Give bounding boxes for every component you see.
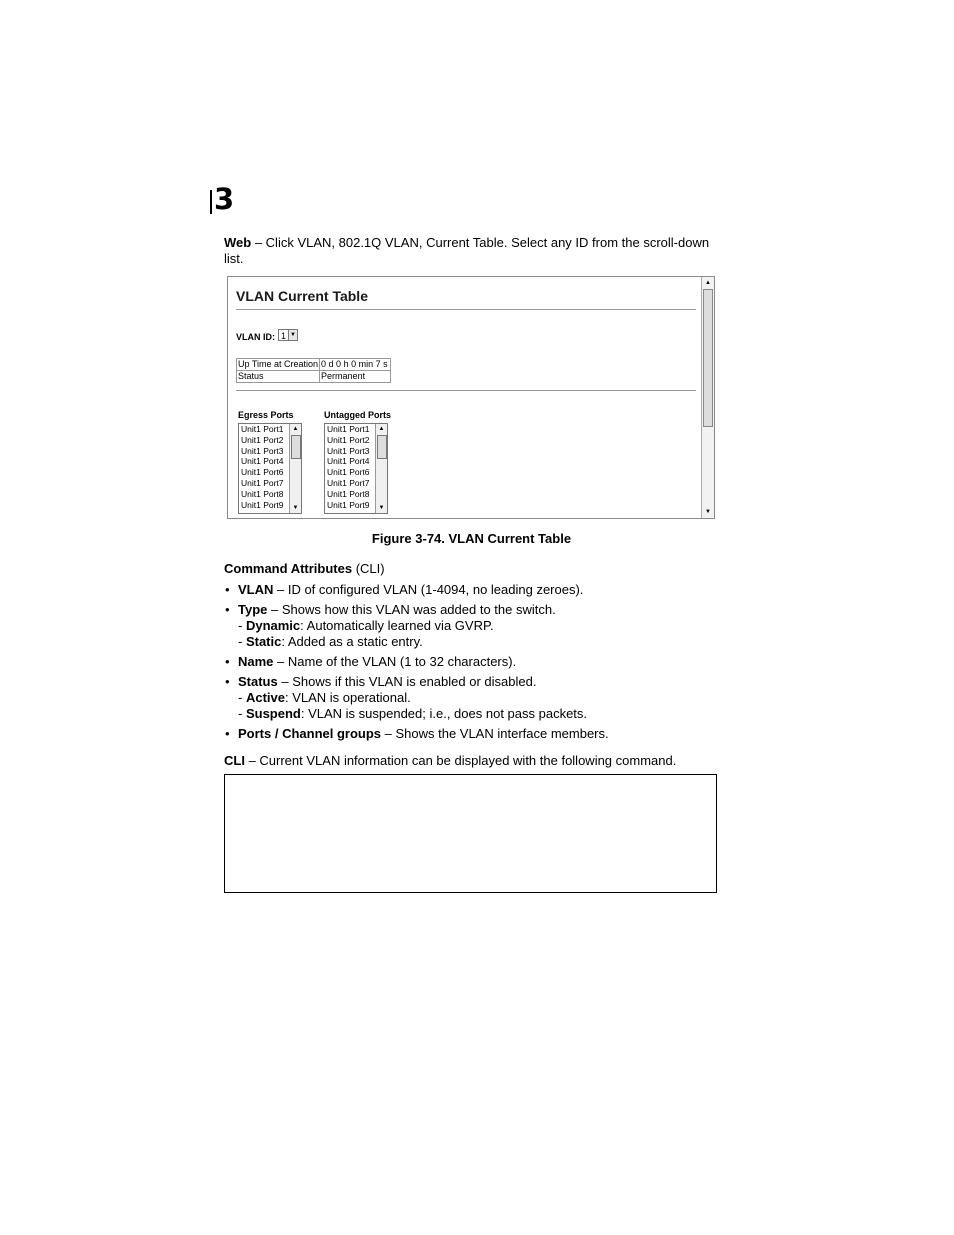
scroll-down-icon[interactable]: ▼ (292, 505, 299, 511)
list-item[interactable]: Unit1 Port2 (241, 434, 284, 445)
list-item[interactable]: Unit1 Port3 (241, 445, 284, 456)
page-scrollbar[interactable] (701, 277, 714, 518)
list-item[interactable]: Unit1 Port7 (327, 477, 370, 488)
table-row (237, 359, 391, 371)
scroll-up-icon[interactable]: ▲ (705, 280, 711, 286)
scroll-down-icon[interactable]: ▼ (378, 505, 385, 511)
list-item (224, 602, 719, 650)
list-item[interactable]: Unit1 Port9 (327, 499, 370, 510)
attr-term: Status (238, 674, 278, 689)
cli-command-box (224, 774, 717, 893)
sub-term: Dynamic (245, 618, 301, 633)
vlan-id-select[interactable] (278, 329, 298, 341)
attr-text: – Shows how this VLAN was added to the switch. (267, 602, 556, 617)
bullet-icon: • (225, 582, 230, 597)
sub-term: Active (245, 690, 285, 705)
list-item[interactable]: Unit1 Port9 (241, 499, 284, 510)
bullet-icon: • (225, 602, 230, 617)
list-item (224, 582, 719, 598)
sub-text: : Automatically learned via GVRP. (300, 618, 494, 633)
attr-heading-bold: Command Attributes (224, 561, 353, 576)
figure-caption: Figure 3-74. VLAN Current Table (371, 531, 572, 546)
list-item (224, 726, 719, 742)
sub-text: : Added as a static entry. (281, 634, 423, 649)
cli-text: – Current VLAN information can be displayed with the following command. (244, 753, 677, 768)
bullet-icon: • (225, 726, 230, 741)
chapter-digit: 3 (214, 182, 235, 216)
info-key: Status (237, 371, 320, 383)
command-attributes-heading (224, 561, 385, 576)
attr-text: – Name of the VLAN (1 to 32 characters). (273, 654, 517, 669)
attr-term: Ports / Channel groups (238, 726, 382, 741)
info-key: Up Time at Creation (238, 359, 319, 369)
info-value: 0 d 0 h 0 min 7 s (320, 359, 391, 371)
attr-term: Name (238, 654, 274, 669)
list-item[interactable]: Unit1 Port6 (241, 467, 284, 478)
sub-dash: - (238, 690, 246, 705)
list-item[interactable]: Unit1 Port4 (241, 456, 284, 467)
info-value: Permanent (320, 371, 391, 383)
title-divider (236, 309, 696, 310)
list-item (224, 674, 719, 722)
attr-text: – ID of configured VLAN (1-4094, no leading zeroes). (273, 582, 584, 597)
attr-text: – Shows if this VLAN is enabled or disabled. (277, 674, 537, 689)
intro-paragraph (224, 235, 719, 267)
sub-dash: - (238, 706, 246, 721)
section-divider (236, 390, 696, 391)
scroll-down-icon[interactable]: ▼ (705, 509, 711, 515)
vlan-current-table-screenshot (227, 276, 715, 519)
scroll-thumb[interactable] (291, 435, 301, 459)
attr-text: – Shows the VLAN interface members. (381, 726, 609, 741)
attr-heading-suffix: (CLI) (352, 561, 385, 576)
list-item[interactable]: Unit1 Port3 (327, 445, 370, 456)
sub-term: Static (245, 634, 282, 649)
cli-paragraph (224, 753, 676, 768)
scroll-thumb[interactable] (377, 435, 387, 459)
bullet-icon: • (225, 654, 230, 669)
list-item[interactable]: Unit1 Port6 (327, 467, 370, 478)
sub-text: : VLAN is suspended; i.e., does not pass packets. (300, 706, 588, 721)
attribute-list (224, 582, 719, 746)
vlan-id-value: 1 (281, 331, 287, 341)
untagged-ports-label: Untagged Ports (324, 410, 392, 420)
attr-term: VLAN (238, 582, 274, 597)
list-item[interactable]: Unit1 Port8 (327, 488, 370, 499)
cli-lead: CLI (224, 753, 245, 768)
list-item[interactable]: Unit1 Port1 (241, 424, 284, 434)
sub-dash: - (238, 618, 246, 633)
list-scrollbar[interactable] (289, 424, 301, 513)
list-item[interactable]: Unit1 Port7 (241, 477, 284, 488)
bullet-icon: • (225, 674, 230, 689)
scroll-thumb[interactable] (703, 289, 713, 427)
intro-text: – Click VLAN, 802.1Q VLAN, Current Table. Select any ID from the scroll-down list. (224, 235, 710, 266)
list-item[interactable]: Unit1 Port1 (327, 424, 370, 434)
sub-text: : VLAN is operational. (284, 690, 411, 705)
scroll-up-icon[interactable]: ▲ (378, 426, 385, 432)
intro-lead: Web (224, 235, 252, 250)
egress-ports-label: Egress Ports (238, 410, 294, 420)
egress-ports-list[interactable] (238, 423, 302, 514)
chapter-number (210, 182, 240, 216)
list-item[interactable]: Unit1 Port4 (327, 456, 370, 467)
screenshot-title: VLAN Current Table (236, 288, 368, 304)
sub-dash: - (238, 634, 246, 649)
vlan-info-table (236, 358, 391, 383)
attr-term: Type (238, 602, 268, 617)
list-item (224, 654, 719, 670)
sub-term: Suspend (245, 706, 301, 721)
scroll-up-icon[interactable]: ▲ (292, 426, 299, 432)
list-item[interactable]: Unit1 Port2 (327, 434, 370, 445)
untagged-ports-list[interactable] (324, 423, 388, 514)
vlan-id-label: VLAN ID: (236, 332, 275, 342)
list-scrollbar[interactable] (375, 424, 387, 513)
chevron-down-icon[interactable]: ▼ (288, 330, 297, 340)
table-row (237, 371, 391, 383)
list-item[interactable]: Unit1 Port8 (241, 488, 284, 499)
chapter-bar (210, 190, 212, 214)
